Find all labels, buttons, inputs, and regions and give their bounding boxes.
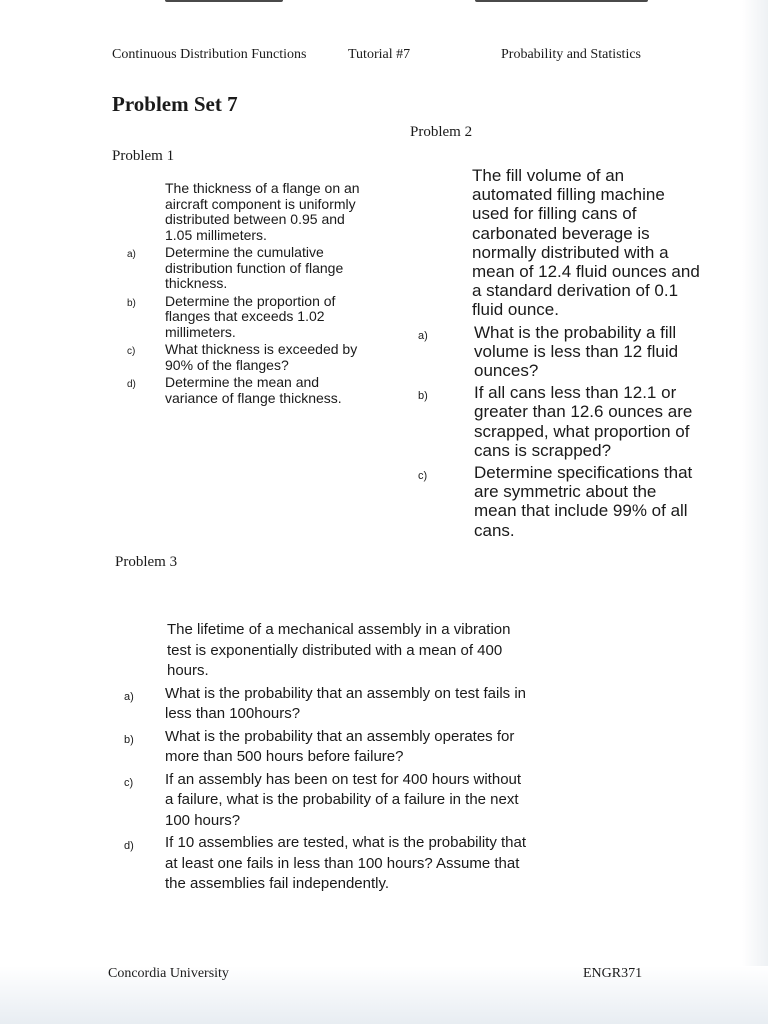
part-question: Determine the proportion of flanges that exceeds 1.02 millimeters. bbox=[165, 292, 336, 340]
part-question: What is the probability a fill volume is less than 12 fluid ounces? bbox=[474, 322, 679, 381]
problem-2-statement: The fill volume of an automated filling machine used for filling cans of carbonated beverage is normally distributed with a mean of 12.4 fluid ounces and a standard derivation of 0.1 fluid ounce. bbox=[472, 166, 700, 320]
footer-university: Concordia University bbox=[108, 966, 229, 981]
part-question: Determine the cumulative distribution function of flange thickness. bbox=[165, 244, 344, 291]
problem-1-heading: Problem 1 bbox=[112, 148, 175, 164]
problem-1-part-d bbox=[120, 375, 370, 406]
cropped-text-fragment bbox=[165, 0, 283, 2]
problem-2-part-a bbox=[412, 323, 702, 381]
part-letter: c) bbox=[124, 776, 134, 789]
part-question: If all cans less than 12.1 or greater than 12.6 ounces are scrapped, what proportion of cans is scrapped? bbox=[474, 383, 693, 460]
part-question: If an assembly has been on test for 400 hours without a failure, what is the probability of a failure in the next 100 hours? bbox=[165, 770, 522, 829]
problem-3-heading: Problem 3 bbox=[115, 554, 178, 570]
part-letter: b) bbox=[418, 390, 428, 403]
part-letter: a) bbox=[124, 690, 134, 703]
scan-shadow-right bbox=[742, 0, 768, 1024]
part-question: If 10 assemblies are tested, what is the probability that at least one fails in less than 100 hours? Assume that the assemblies fail independently. bbox=[165, 834, 527, 892]
page-title: Problem Set 7 bbox=[112, 92, 238, 116]
cropped-text-fragment bbox=[475, 0, 648, 2]
problem-2-part-b bbox=[412, 383, 702, 460]
problem-3-part-c bbox=[120, 770, 530, 832]
problem-3-part-a bbox=[120, 684, 530, 725]
header-subject: Probability and Statistics bbox=[501, 47, 641, 62]
part-question: What is the probability that an assembly on test fails in less than 100hours? bbox=[165, 684, 527, 722]
part-letter: a) bbox=[418, 329, 428, 342]
problem-1-part-c bbox=[120, 342, 370, 373]
part-letter: c) bbox=[418, 470, 428, 483]
part-question: What thickness is exceeded by 90% of the flanges? bbox=[165, 341, 358, 373]
problem-3-body bbox=[120, 620, 530, 895]
problem-1-body bbox=[120, 181, 370, 406]
problem-3-part-d bbox=[120, 833, 530, 895]
part-question: Determine specifications that are symmetric about the mean that include 99% of all cans. bbox=[474, 463, 693, 540]
header-tutorial-number: Tutorial #7 bbox=[348, 47, 411, 62]
problem-1-part-b bbox=[120, 294, 370, 341]
part-letter: b) bbox=[127, 297, 136, 309]
problem-1-statement: The thickness of a flange on an aircraft component is uniformly distributed between 0.95 and 1.05 millimeters. bbox=[165, 180, 360, 243]
problem-2-body bbox=[412, 166, 702, 540]
header-course-topic: Continuous Distribution Functions bbox=[112, 47, 307, 62]
problem-2-part-c bbox=[412, 463, 702, 540]
part-question: What is the probability that an assembly operates for more than 500 hours before failure? bbox=[165, 727, 515, 765]
part-question: Determine the mean and variance of flange thickness. bbox=[165, 374, 342, 406]
problem-3-statement: The lifetime of a mechanical assembly in a vibration test is exponentially distributed with a mean of 400 hours. bbox=[167, 621, 511, 679]
problem-3-part-b bbox=[120, 727, 530, 768]
part-letter: d) bbox=[127, 379, 136, 390]
part-letter: d) bbox=[124, 840, 134, 852]
problem-1-part-a bbox=[120, 245, 370, 292]
part-letter: a) bbox=[127, 249, 136, 260]
footer-course-code: ENGR371 bbox=[583, 966, 643, 981]
part-letter: b) bbox=[124, 733, 134, 746]
part-letter: c) bbox=[127, 346, 136, 357]
problem-2-heading: Problem 2 bbox=[410, 124, 473, 140]
